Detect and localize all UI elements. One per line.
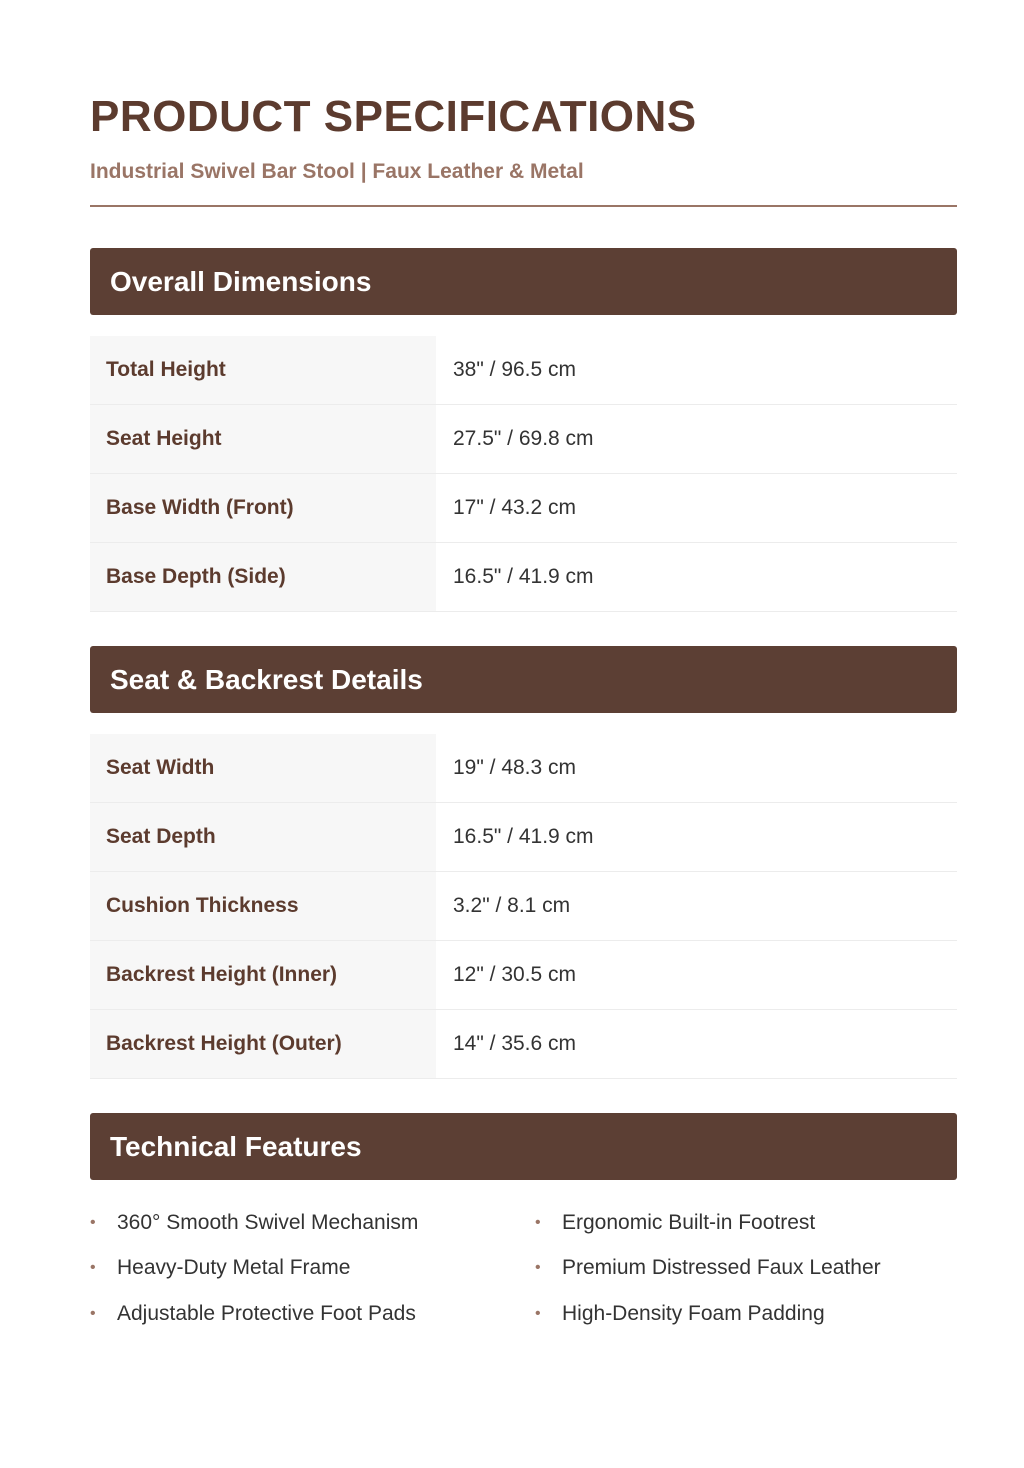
page-title: PRODUCT SPECIFICATIONS (90, 92, 697, 141)
section-title: Technical Features (110, 1130, 362, 1162)
feature-text: Premium Distressed Faux Leather (562, 1256, 881, 1280)
spec-label: Backrest Height (Inner) (90, 941, 436, 1010)
list-item (535, 1291, 957, 1337)
section-header-overall-dimensions (90, 248, 957, 315)
bullet-dot-icon: • (90, 1304, 96, 1322)
table-row (90, 803, 957, 872)
feature-text: High-Density Foam Padding (562, 1301, 825, 1325)
spec-value: 12" / 30.5 cm (436, 941, 957, 1010)
table-row (90, 872, 957, 941)
bullet-dot-icon: • (535, 1213, 541, 1231)
table-row (90, 1010, 957, 1079)
table-row (90, 734, 957, 803)
spec-label: Seat Height (90, 405, 436, 474)
section-title: Seat & Backrest Details (110, 663, 423, 695)
bullet-dot-icon: • (90, 1259, 96, 1277)
list-item (90, 1246, 535, 1292)
list-item (90, 1291, 535, 1337)
spec-label: Base Width (Front) (90, 474, 436, 543)
spec-label: Seat Depth (90, 803, 436, 872)
table-row (90, 543, 957, 612)
bullet-dot-icon: • (535, 1259, 541, 1277)
bullet-dot-icon: • (535, 1304, 541, 1322)
list-item (535, 1246, 957, 1292)
table-row (90, 474, 957, 543)
spec-value: 27.5" / 69.8 cm (436, 405, 957, 474)
spec-label: Cushion Thickness (90, 872, 436, 941)
bullet-dot-icon: • (90, 1213, 96, 1231)
section-header-technical-features (90, 1113, 957, 1180)
section-title: Overall Dimensions (110, 265, 372, 297)
header-divider (90, 205, 957, 207)
overall-dimensions-table (90, 336, 957, 612)
seat-backrest-table (90, 734, 957, 1079)
spec-value: 17" / 43.2 cm (436, 474, 957, 543)
list-item (90, 1200, 535, 1246)
spec-value: 14" / 35.6 cm (436, 1010, 957, 1079)
spec-label: Base Depth (Side) (90, 543, 436, 612)
features-list (90, 1200, 957, 1337)
feature-text: Adjustable Protective Foot Pads (117, 1301, 416, 1325)
page-subtitle: Industrial Swivel Bar Stool | Faux Leather & Metal (90, 160, 584, 183)
spec-value: 38" / 96.5 cm (436, 336, 957, 405)
table-row (90, 405, 957, 474)
feature-text: Ergonomic Built-in Footrest (562, 1210, 816, 1234)
spec-label: Seat Width (90, 734, 436, 803)
spec-value: 3.2" / 8.1 cm (436, 872, 957, 941)
feature-text: Heavy-Duty Metal Frame (117, 1256, 351, 1280)
spec-value: 16.5" / 41.9 cm (436, 803, 957, 872)
feature-text: 360° Smooth Swivel Mechanism (117, 1210, 419, 1234)
table-row (90, 336, 957, 405)
section-header-seat-backrest (90, 646, 957, 713)
list-item (535, 1200, 957, 1246)
spec-value: 19" / 48.3 cm (436, 734, 957, 803)
spec-label: Backrest Height (Outer) (90, 1010, 436, 1079)
table-row (90, 941, 957, 1010)
spec-value: 16.5" / 41.9 cm (436, 543, 957, 612)
spec-label: Total Height (90, 336, 436, 405)
